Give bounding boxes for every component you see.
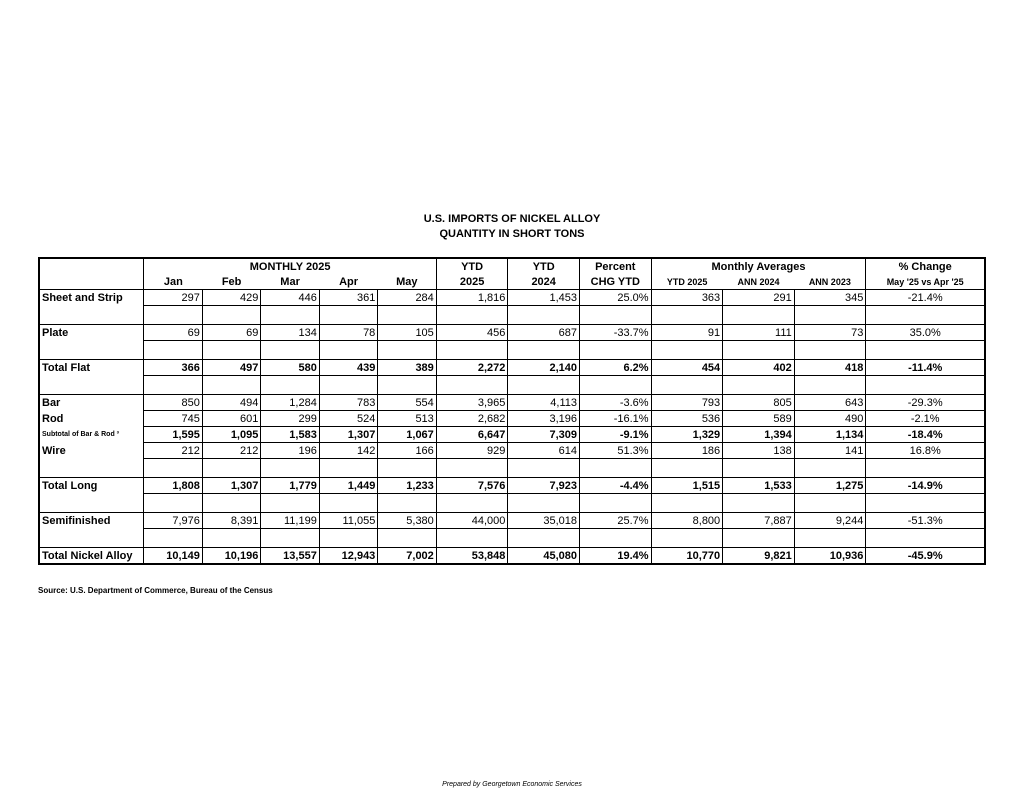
table-row bbox=[39, 411, 985, 427]
spacer-row bbox=[39, 459, 985, 478]
cell-avg-ytd-2025: 363 bbox=[651, 290, 723, 306]
cell-jan: 10,149 bbox=[144, 548, 202, 565]
cell-pct-change: 35.0% bbox=[866, 325, 985, 341]
cell-ytd-2025: 53,848 bbox=[436, 548, 508, 565]
cell-ytd-2025: 2,272 bbox=[436, 360, 508, 376]
cell-mar: 134 bbox=[261, 325, 319, 341]
cell-pct-change: -51.3% bbox=[866, 513, 985, 529]
cell-ann-2024: 805 bbox=[723, 395, 795, 411]
cell-mar: 1,284 bbox=[261, 395, 319, 411]
cell-apr: 142 bbox=[319, 443, 377, 459]
spacer-row bbox=[39, 494, 985, 513]
imports-table bbox=[38, 257, 986, 565]
cell-ann-2023: 490 bbox=[794, 411, 866, 427]
header-row-1 bbox=[39, 258, 985, 274]
cell-may: 554 bbox=[378, 395, 436, 411]
header-row-2 bbox=[39, 274, 985, 290]
cell-ann-2023: 418 bbox=[794, 360, 866, 376]
cell-feb: 10,196 bbox=[202, 548, 260, 565]
cell-avg-ytd-2025: 1,515 bbox=[651, 478, 723, 494]
table-row bbox=[39, 395, 985, 411]
cell-apr: 783 bbox=[319, 395, 377, 411]
cell-ann-2023: 73 bbox=[794, 325, 866, 341]
cell-feb: 1,095 bbox=[202, 427, 260, 443]
cell-jan: 1,808 bbox=[144, 478, 202, 494]
cell-ann-2023: 10,936 bbox=[794, 548, 866, 565]
row-label: Wire bbox=[39, 443, 144, 459]
row-label: Sheet and Strip bbox=[39, 290, 144, 306]
cell-ann-2023: 9,244 bbox=[794, 513, 866, 529]
cell-may: 513 bbox=[378, 411, 436, 427]
cell-apr: 1,307 bbox=[319, 427, 377, 443]
cell-mar: 580 bbox=[261, 360, 319, 376]
col-ann-2023: ANN 2023 bbox=[794, 274, 866, 290]
cell-ann-2024: 1,394 bbox=[723, 427, 795, 443]
col-may-vs-apr: May '25 vs Apr '25 bbox=[866, 274, 985, 290]
col-feb: Feb bbox=[202, 274, 260, 290]
table-row bbox=[39, 513, 985, 529]
cell-apr: 12,943 bbox=[319, 548, 377, 565]
table-row bbox=[39, 290, 985, 306]
cell-ytd-2024: 4,113 bbox=[508, 395, 580, 411]
cell-may: 5,380 bbox=[378, 513, 436, 529]
col-avg-ytd-2025: YTD 2025 bbox=[651, 274, 723, 290]
cell-feb: 8,391 bbox=[202, 513, 260, 529]
cell-avg-ytd-2025: 454 bbox=[651, 360, 723, 376]
cell-may: 389 bbox=[378, 360, 436, 376]
cell-pct-change: -18.4% bbox=[866, 427, 985, 443]
cell-apr: 78 bbox=[319, 325, 377, 341]
cell-mar: 13,557 bbox=[261, 548, 319, 565]
cell-may: 7,002 bbox=[378, 548, 436, 565]
cell-ytd-2024: 7,923 bbox=[508, 478, 580, 494]
cell-pct-change: 16.8% bbox=[866, 443, 985, 459]
cell-mar: 11,199 bbox=[261, 513, 319, 529]
cell-may: 105 bbox=[378, 325, 436, 341]
table-row bbox=[39, 427, 985, 443]
cell-apr: 524 bbox=[319, 411, 377, 427]
cell-jan: 745 bbox=[144, 411, 202, 427]
cell-chg-ytd: -16.1% bbox=[579, 411, 651, 427]
cell-ann-2024: 291 bbox=[723, 290, 795, 306]
cell-chg-ytd: -33.7% bbox=[579, 325, 651, 341]
table-row bbox=[39, 360, 985, 376]
cell-ytd-2024: 614 bbox=[508, 443, 580, 459]
cell-ann-2024: 589 bbox=[723, 411, 795, 427]
cell-ytd-2024: 2,140 bbox=[508, 360, 580, 376]
cell-ytd-2025: 1,816 bbox=[436, 290, 508, 306]
cell-chg-ytd: 19.4% bbox=[579, 548, 651, 565]
cell-ytd-2024: 687 bbox=[508, 325, 580, 341]
cell-ann-2024: 111 bbox=[723, 325, 795, 341]
col-jan: Jan bbox=[144, 274, 202, 290]
cell-avg-ytd-2025: 91 bbox=[651, 325, 723, 341]
cell-ytd-2025: 44,000 bbox=[436, 513, 508, 529]
percent-header: Percent bbox=[579, 258, 651, 274]
cell-pct-change: -29.3% bbox=[866, 395, 985, 411]
cell-ann-2023: 1,275 bbox=[794, 478, 866, 494]
table-row bbox=[39, 478, 985, 494]
cell-apr: 439 bbox=[319, 360, 377, 376]
cell-jan: 366 bbox=[144, 360, 202, 376]
cell-chg-ytd: -3.6% bbox=[579, 395, 651, 411]
cell-avg-ytd-2025: 186 bbox=[651, 443, 723, 459]
cell-mar: 196 bbox=[261, 443, 319, 459]
cell-ytd-2024: 45,080 bbox=[508, 548, 580, 565]
col-ytd-2024: 2024 bbox=[508, 274, 580, 290]
cell-ytd-2025: 929 bbox=[436, 443, 508, 459]
report-title bbox=[0, 212, 1024, 242]
cell-pct-change: -45.9% bbox=[907, 549, 943, 562]
cell-ytd-2024: 35,018 bbox=[508, 513, 580, 529]
cell-ann-2024: 9,821 bbox=[723, 548, 795, 565]
cell-ann-2023: 141 bbox=[794, 443, 866, 459]
col-ann-2024: ANN 2024 bbox=[723, 274, 795, 290]
table-row bbox=[39, 443, 985, 459]
cell-pct-change: -14.9% bbox=[866, 478, 985, 494]
cell-avg-ytd-2025: 1,329 bbox=[651, 427, 723, 443]
cell-chg-ytd: 25.7% bbox=[579, 513, 651, 529]
cell-ann-2024: 138 bbox=[723, 443, 795, 459]
col-ytd-2025: 2025 bbox=[436, 274, 508, 290]
cell-ytd-2024: 1,453 bbox=[508, 290, 580, 306]
cell-feb: 601 bbox=[202, 411, 260, 427]
cell-mar: 446 bbox=[261, 290, 319, 306]
row-label: Rod bbox=[39, 411, 144, 427]
cell-ytd-2025: 3,965 bbox=[436, 395, 508, 411]
title-line-1: U.S. IMPORTS OF NICKEL ALLOY bbox=[423, 213, 601, 225]
title-line-2: QUANTITY IN SHORT TONS bbox=[439, 228, 585, 240]
cell-apr: 11,055 bbox=[319, 513, 377, 529]
monthly-2025-header: MONTHLY 2025 bbox=[144, 258, 436, 274]
cell-mar: 1,583 bbox=[261, 427, 319, 443]
cell-chg-ytd: 6.2% bbox=[579, 360, 651, 376]
col-chg-ytd: CHG YTD bbox=[579, 274, 651, 290]
cell-ytd-2025: 456 bbox=[436, 325, 508, 341]
cell-feb: 497 bbox=[202, 360, 260, 376]
cell-feb: 494 bbox=[202, 395, 260, 411]
col-may: May bbox=[378, 274, 436, 290]
cell-ytd-2025: 2,682 bbox=[436, 411, 508, 427]
spacer-row bbox=[39, 376, 985, 395]
col-apr: Apr bbox=[319, 274, 377, 290]
cell-may: 1,067 bbox=[378, 427, 436, 443]
cell-apr: 1,449 bbox=[319, 478, 377, 494]
cell-apr: 361 bbox=[319, 290, 377, 306]
cell-feb: 212 bbox=[202, 443, 260, 459]
row-label: Total Long bbox=[39, 478, 144, 494]
row-label: Bar bbox=[39, 395, 144, 411]
cell-jan: 7,976 bbox=[144, 513, 202, 529]
ytd-header-2025: YTD bbox=[436, 258, 508, 274]
cell-pct-change: -21.4% bbox=[866, 290, 985, 306]
cell-pct-change: -11.4% bbox=[866, 360, 985, 376]
row-label: Subtotal of Bar & Rod ³ bbox=[39, 427, 144, 443]
cell-jan: 297 bbox=[144, 290, 202, 306]
cell-may: 166 bbox=[378, 443, 436, 459]
cell-ytd-2025: 7,576 bbox=[436, 478, 508, 494]
cell-mar: 1,779 bbox=[261, 478, 319, 494]
cell-may: 1,233 bbox=[378, 478, 436, 494]
cell-feb: 1,307 bbox=[202, 478, 260, 494]
cell-jan: 850 bbox=[144, 395, 202, 411]
cell-ann-2024: 402 bbox=[723, 360, 795, 376]
cell-ann-2024: 1,533 bbox=[723, 478, 795, 494]
cell-avg-ytd-2025: 793 bbox=[651, 395, 723, 411]
cell-ytd-2025: 6,647 bbox=[436, 427, 508, 443]
cell-mar: 299 bbox=[261, 411, 319, 427]
spacer-row bbox=[39, 341, 985, 360]
row-label: Total Flat bbox=[39, 360, 144, 376]
cell-ann-2023: 1,134 bbox=[794, 427, 866, 443]
row-label: Plate bbox=[39, 325, 144, 341]
cell-ytd-2024: 7,309 bbox=[508, 427, 580, 443]
prepared-by-footer: Prepared by Georgetown Economic Services bbox=[442, 781, 582, 788]
cell-ann-2023: 345 bbox=[794, 290, 866, 306]
cell-avg-ytd-2025: 8,800 bbox=[651, 513, 723, 529]
cell-ann-2023: 643 bbox=[794, 395, 866, 411]
cell-feb: 69 bbox=[202, 325, 260, 341]
cell-ann-2024: 7,887 bbox=[723, 513, 795, 529]
cell-chg-ytd: -9.1% bbox=[579, 427, 651, 443]
cell-ytd-2024: 3,196 bbox=[508, 411, 580, 427]
cell-chg-ytd: -4.4% bbox=[579, 478, 651, 494]
cell-avg-ytd-2025: 536 bbox=[651, 411, 723, 427]
row-label: Semifinished bbox=[39, 513, 144, 529]
spacer-row bbox=[39, 306, 985, 325]
cell-chg-ytd: 51.3% bbox=[579, 443, 651, 459]
pct-change-header: % Change bbox=[898, 260, 952, 273]
cell-may: 284 bbox=[378, 290, 436, 306]
cell-jan: 212 bbox=[144, 443, 202, 459]
cell-jan: 1,595 bbox=[144, 427, 202, 443]
cell-pct-change: -2.1% bbox=[866, 411, 985, 427]
monthly-averages-header: Monthly Averages bbox=[651, 258, 866, 274]
col-mar: Mar bbox=[261, 274, 319, 290]
table-row bbox=[39, 325, 985, 341]
spacer-row bbox=[39, 529, 985, 548]
table-row bbox=[39, 548, 985, 565]
source-note: Source: U.S. Department of Commerce, Bureau of the Census bbox=[38, 586, 273, 595]
ytd-header-2024: YTD bbox=[508, 258, 580, 274]
cell-jan: 69 bbox=[144, 325, 202, 341]
cell-chg-ytd: 25.0% bbox=[579, 290, 651, 306]
row-label: Total Nickel Alloy bbox=[39, 548, 144, 565]
cell-avg-ytd-2025: 10,770 bbox=[651, 548, 723, 565]
cell-feb: 429 bbox=[202, 290, 260, 306]
